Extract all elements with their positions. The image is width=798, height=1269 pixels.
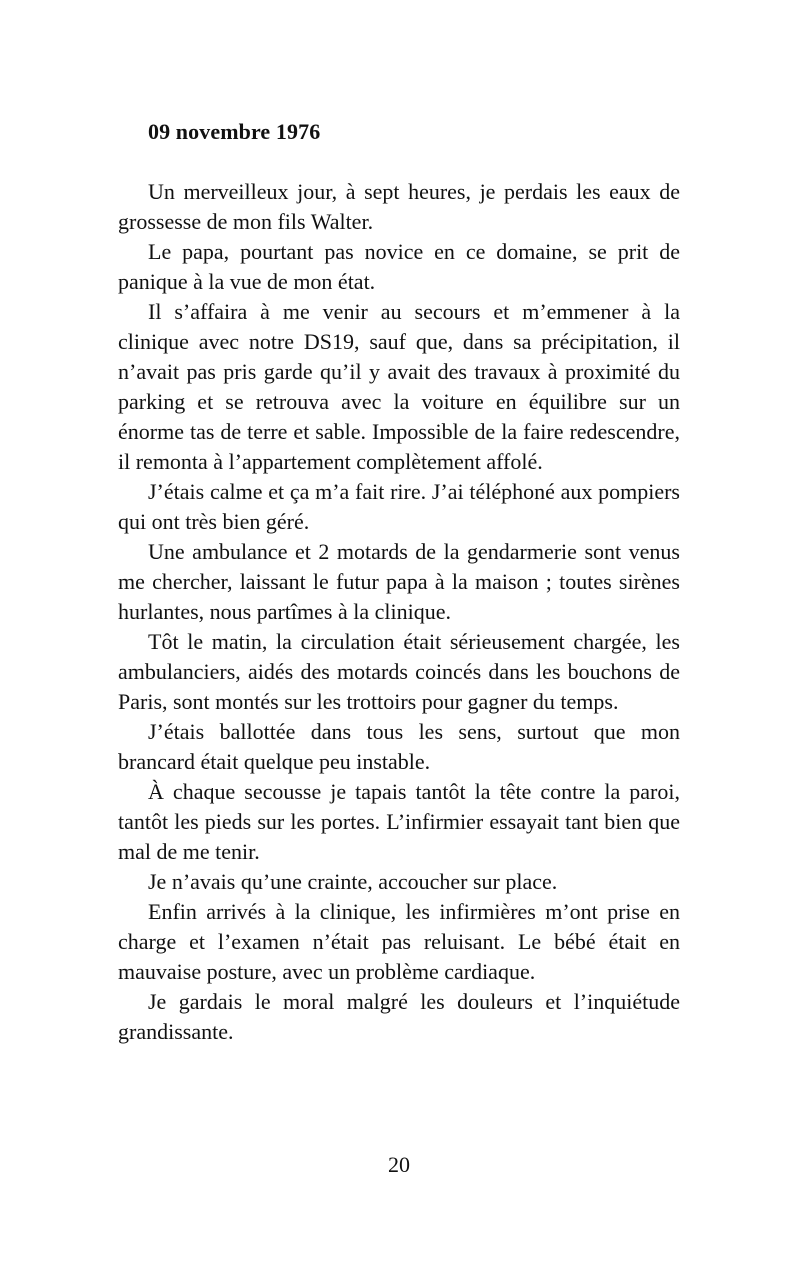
paragraph: Une ambulance et 2 motards de la gendarmerie sont venus me chercher, laissant le futur papa à la maison ; toutes sirènes hurlantes, nous partîmes à la clinique. bbox=[118, 539, 680, 624]
page-number: 20 bbox=[388, 1152, 410, 1177]
paragraph: Je n’avais qu’une crainte, accoucher sur place. bbox=[148, 869, 558, 894]
paragraph: Tôt le matin, la circulation était sérieusement chargée, les ambulanciers, aidés des motards coincés dans les bouchons de Paris, sont montés sur les trottoirs pour gagner du temps. bbox=[118, 629, 680, 714]
paragraph: Enfin arrivés à la clinique, les infirmières m’ont prise en charge et l’examen n’était pas reluisant. Le bébé était en mauvaise posture, avec un problème cardiaque. bbox=[118, 899, 680, 984]
page-body bbox=[118, 117, 680, 1047]
paragraph: Le papa, pourtant pas novice en ce domaine, se prit de panique à la vue de mon état. bbox=[118, 239, 680, 294]
paragraph: Je gardais le moral malgré les douleurs et l’inquiétude grandissante. bbox=[118, 989, 680, 1044]
paragraph: J’étais calme et ça m’a fait rire. J’ai téléphoné aux pompiers qui ont très bien géré. bbox=[118, 479, 680, 534]
paragraph: Il s’affaira à me venir au secours et m’emmener à la clinique avec notre DS19, sauf que, dans sa précipitation, il n’avait pas pris garde qu’il y avait des travaux à proximité du parking et se retrouva avec la voiture en équilibre sur un énorme tas de terre et sable. Impossible de la faire redescendre, il remonta à l’appartement complètement affolé. bbox=[118, 299, 680, 474]
paragraph: J’étais ballottée dans tous les sens, surtout que mon brancard était quelque peu instable. bbox=[118, 719, 680, 774]
paragraph: À chaque secousse je tapais tantôt la tête contre la paroi, tantôt les pieds sur les portes. L’infirmier essayait tant bien que mal de me tenir. bbox=[118, 779, 680, 864]
chapter-heading: 09 novembre 1976 bbox=[148, 119, 321, 144]
paragraph: Un merveilleux jour, à sept heures, je perdais les eaux de grossesse de mon fils Walter. bbox=[118, 179, 680, 234]
